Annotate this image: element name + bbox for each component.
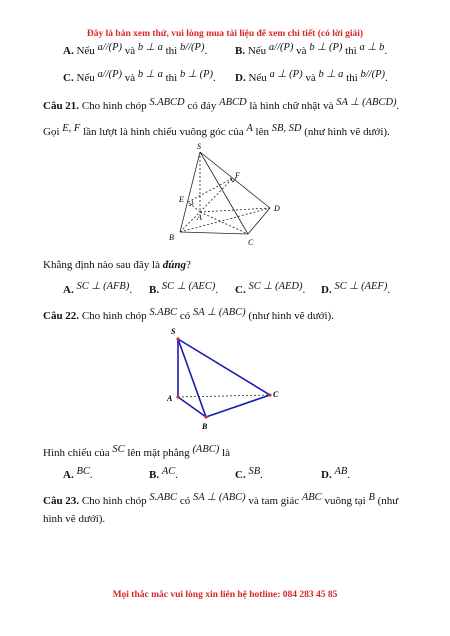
q23-line-2: hình vẽ dưới). <box>43 513 106 525</box>
q21-label-a: A <box>197 213 202 222</box>
q22-line-1: Câu 22. Cho hình chóp S.ABC có SA ⊥ (ABC) (như hình vẽ dưới). <box>43 307 334 322</box>
q22-label-a: A <box>167 394 173 403</box>
q22-pyramid-figure <box>160 325 290 435</box>
q21-prompt: Khẳng định nào sau đây là đúng? <box>43 259 191 271</box>
q21-option-a: A. SC ⊥ (AFB). <box>63 281 133 296</box>
q23-line-1: Câu 23. Cho hình chóp S.ABC có SA ⊥ (ABC) và tam giác ABC vuông tại B (như <box>43 492 399 507</box>
q21-line-1: Câu 21. Cho hình chóp S.ABCD có đáy ABCD là hình chữ nhật và SA ⊥ (ABCD). <box>43 97 400 112</box>
q22-label-c: C <box>273 390 279 399</box>
q21-label-c: C <box>248 238 254 247</box>
q21-option-b: B. SC ⊥ (AEC). <box>149 281 219 296</box>
q22-label-s: S <box>171 327 176 336</box>
prev-option-a: A. Nếu a//(P) và b ⊥ a thì b//(P). <box>63 42 208 57</box>
q22-label-b: B <box>202 422 208 431</box>
q22-option-a: A. BC. <box>63 466 93 481</box>
q21-label-s: S <box>197 142 201 151</box>
document-footer: Mọi thắc mắc vui lòng xin liên hệ hotline: 084 283 45 85 <box>112 590 338 600</box>
q21-line-2: Gọi E, F lần lượt là hình chiếu vuông góc của A lên SB, SD (như hình vẽ dưới). <box>43 123 390 138</box>
q22-option-b: B. AC. <box>149 466 179 481</box>
q22-option-c: C. SB. <box>235 466 263 481</box>
prev-option-c: C. Nếu a//(P) và b ⊥ a thì b ⊥ (P). <box>63 69 216 84</box>
q21-label-b: B <box>169 233 174 242</box>
q22-option-d: D. AB. <box>321 466 351 481</box>
q21-pyramid-figure <box>160 140 290 250</box>
q21-option-d: D. SC ⊥ (AEF). <box>321 281 391 296</box>
document-header: Đây là bản xem thử, vui lòng mua tài liệu để xem chi tiết (có lời giải) <box>86 29 364 39</box>
q21-label-e: E <box>179 195 184 204</box>
q21-label-d: D <box>274 204 280 213</box>
q22-prompt: Hình chiếu của SC lên mặt phẳng (ABC) là <box>43 444 230 459</box>
prev-option-d: D. Nếu a ⊥ (P) và b ⊥ a thì b//(P). <box>235 69 388 84</box>
q21-option-c: C. SC ⊥ (AED). <box>235 281 306 296</box>
prev-option-b: B. Nếu a//(P) và b ⊥ (P) thì a ⊥ b. <box>235 42 388 57</box>
q21-label-f: F <box>235 171 240 180</box>
